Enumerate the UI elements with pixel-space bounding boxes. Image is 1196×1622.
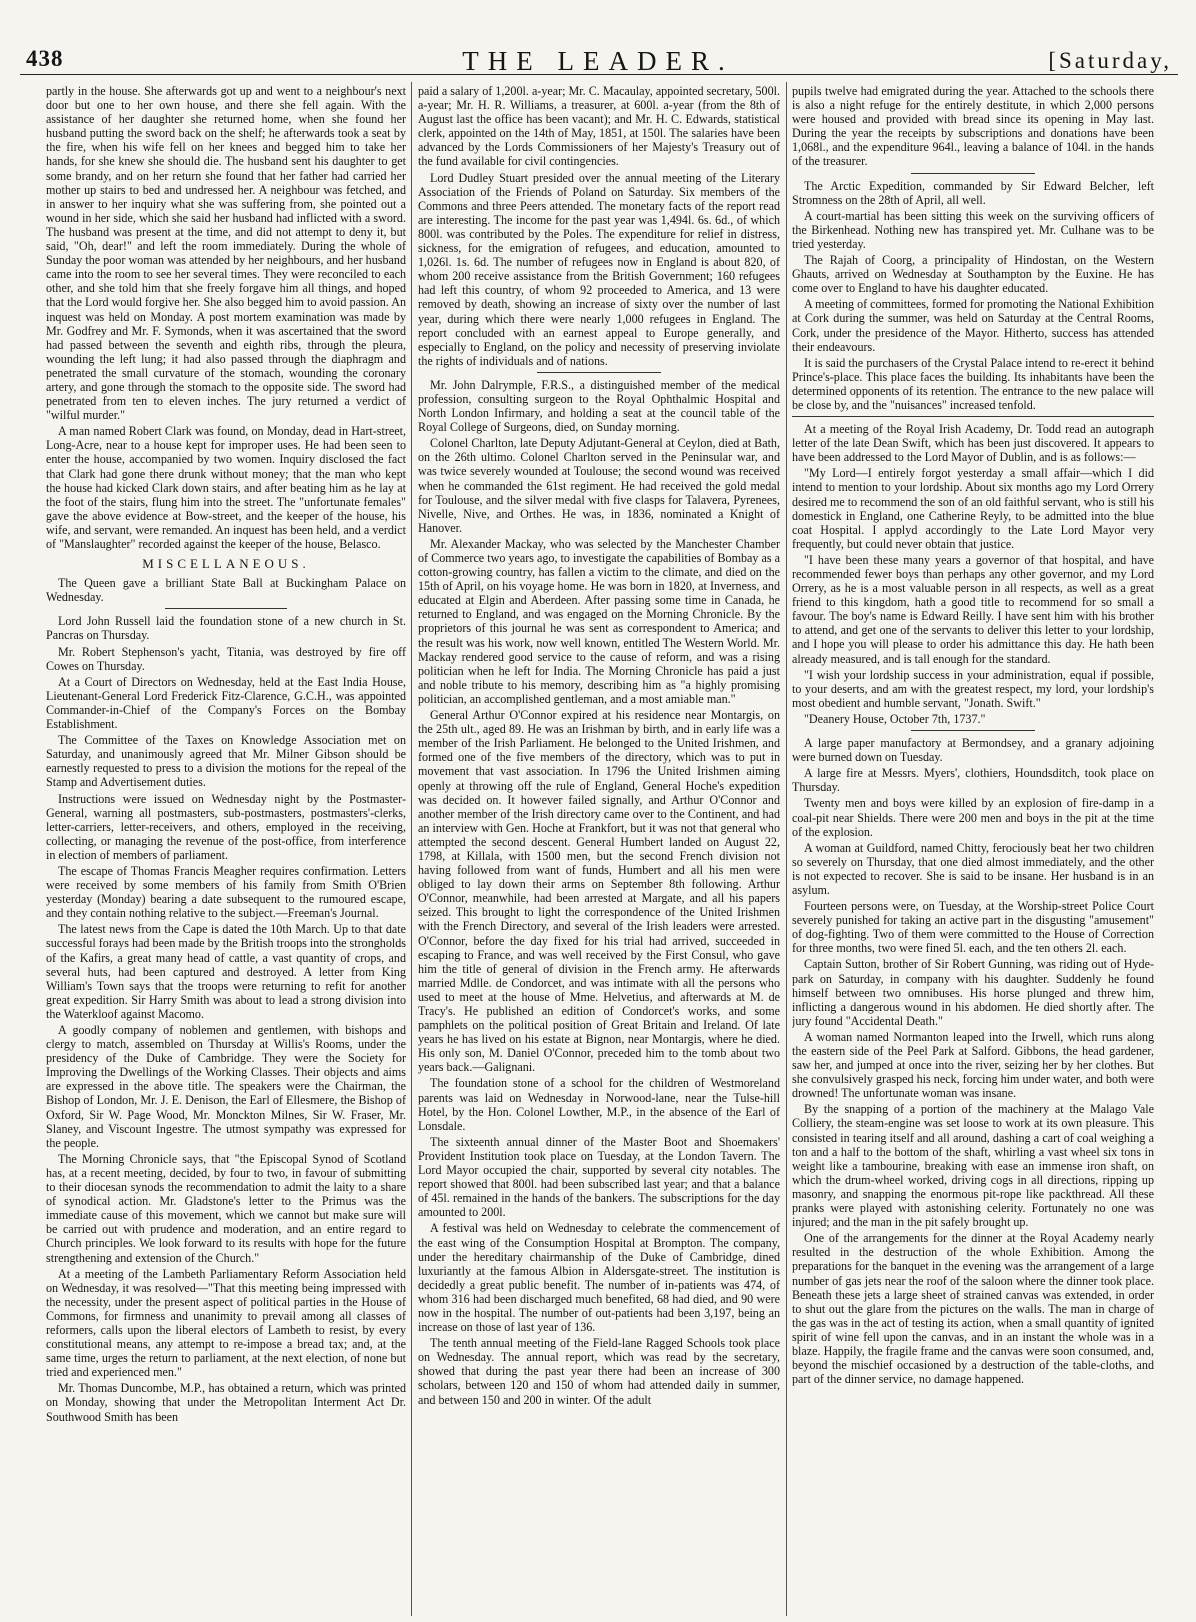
news-item: Fourteen persons were, on Tuesday, at the Worship-street Police Court severely punished for taking an active part in the disgusting "amusement" of dog-fighting. Two of them were committed to the House of Correction for three months, two were fined 5l. each, and the ten others 2l. each. [792,899,1154,956]
news-item: It is said the purchasers of the Crystal Palace intend to re-erect it behind Prince's-place. This place faces the building. Its inhabitants have been the determined opponents of its retention. The entrance to the new palace will be close by, and the "nuisances" increased tenfold. [792,355,1154,412]
news-item: Mr. John Dalrymple, F.R.S., a distinguished member of the medical profession, consulting surgeon to the Royal Ophthalmic Hospital and North London Infirmary, and holding a seat at the council table of the Royal College of Surgeons, died, on Sunday morning. [418,377,780,435]
news-item: General Arthur O'Connor expired at his residence near Montargis, on the 25th ult., aged 89. He was an Irishman by birth, and in early life was a member of the Irish Parliament. He belonged to the United Irishmen, and formed one of the five members of the directory, which was to put in movement that vast association. In 1796 the United Irishmen aiming openly at throwing off the rule of England, General Hoche's expedition was decided on. It however failed signally, and Arthur O'Connor and another member of the Irish directory came over to the Continent, and had an interview with Gen. Hoche at Frankfort, but it was not that general who attempted the second descent. General Humbert landed on August 22, 1798, at Killala, with 1500 men, but the second French division not having followed from want of funds, Humbert and all his men were obliged to lay down their arms on September 8th following. Arthur O'Connor, meanwhile, had been arrested at Margate, and all his papers seized. This brought to light the correspondence of the United Irishmen with the French Directory, and several of the Irish leaders were arrested. O'Connor, before the day fixed for his trial had arrived, succeeded in escaping to France, and was well received by the First Consul, who gave him the title of general of division in the French army. He afterwards married Mdlle. de Condorcet, and was intimate with all the persons who used to meet at the house of Mme. Helvetius, and afterwards at M. de Tracy's. He published an edition of Condorcet's works, and some pamphlets on the political position of Great Britain and Ireland. Of late years he has lived on his estate at Bignon, near Montargis, where he died. His only son, M. Daniel O'Connor, preceded him to the tomb about two years back.—Galignani. [418,708,780,1075]
page-number: 438 [26,46,64,71]
news-item: A woman named Normanton leaped into the Irwell, which runs along the eastern side of the Peel Park at Salford. Gibbons, the head gardener, saw her, and jumped at once into the river, seizing her by her clothes. But she convulsively grasped his neck, forcing him under water, and both were drowned! The unfortunate woman was insane. [792,1029,1154,1101]
column-divider [411,82,412,1616]
letter-paragraph: "I wish your lordship success in your administration, equal if possible, to your deserts, and am with the greatest respect, my lord, your lordship's most obedient and humble servant, "Jonath. Swift." [792,667,1154,710]
masthead [20,46,1176,74]
item-separator [911,173,1034,174]
news-item: paid a salary of 1,200l. a-year; Mr. C. Macaulay, appointed secretary, 500l. a-year; Mr. H. R. Williams, a treasurer, at 600l. a-year (from the 8th of August last the office has been vacant); and Mr. H. C. Edwards, statistical clerk, appointed on the 14th of May, 1851, at 150l. The salaries have been advanced by the Lords Commissioners of her Majesty's Treasury out of the fund available for civil contingencies. [418,84,780,169]
news-item: A festival was held on Wednesday to celebrate the commencement of the east wing of the Consumption Hospital at Brompton. The company, under the hereditary chairmanship of the Duke of Cambridge, dined luxuriantly at the famous Albion in Aldersgate-street. The institution is decidedly a great public benefit. The number of in-patients was 474, of whom 316 had been discharged much benefited, 68 had died, and 90 were now in the hospital. The number of out-patients had been 3,197, being an increase on those of last year of 136. [418,1221,780,1335]
news-item: pupils twelve had emigrated during the year. Attached to the schools there is also a night refuge for the entirely destitute, in which 2,000 persons were housed and provided with bread since its opening in May last. During the year the receipts by subscriptions and donations have been 1,068l., and the expenditure 964l., leaving a balance of 104l. in the hands of the treasurer. [792,84,1154,169]
news-item: Instructions were issued on Wednesday night by the Postmaster-General, warning all postmasters, sub-postmasters, postmasters'-clerks, letter-carriers, letter-receivers, and others, employed in the receiving, collecting, or managing the revenue of the post-office, from interference in election of members of parliament. [46,791,406,862]
news-item: The latest news from the Cape is dated the 10th March. Up to that date successful forays had been made by the British troops into the strongholds of the Kafirs, a great many head of cattle, a vast quantity of crops, and several huts, had been captured and destroyed. A letter from King William's Town says that the troops were returning to refit for another great expedition. Sir Harry Smith was about to lead a strong division into the Waterkloof against Macomo. [46,922,406,1021]
item-separator [792,416,1154,417]
section-heading-miscellaneous: MISCELLANEOUS. [142,556,310,572]
news-item: A large paper manufactory at Bermondsey, and a granary adjoining were burned down on Tuesday. [792,736,1154,765]
article-paragraph: A man named Robert Clark was found, on Monday, dead in Hart-street, Long-Acre, near to a house kept for improper uses. He had been seen to enter the house, accompanied by two women. Inquiry disclosed the fact that Clark had gone there drunk without money; that the man who kept the house had kicked Clark down stairs, and after beating him as he lay at the foot of the stairs, flung him into the street. The "unfortunate females" gave the above evidence at Bow-street, and the keeper of the house, his wife, and servant, were remanded. An inquest has been held, and a verdict of "Manslaughter" recorded against the keeper of the house, Belasco. [46,424,406,551]
news-item: The Arctic Expedition, commanded by Sir Edward Belcher, left Stromness on the 28th of April, all well. [792,178,1154,207]
news-item: A court-martial has been sitting this week on the surviving officers of the Birkenhead. Nothing new has transpired yet. Mr. Culhane was to be tried yesterday. [792,208,1154,251]
letter-paragraph: "My Lord—I entirely forgot yesterday a small affair—which I did intend to mention to your lordship. About six months ago my Lord Orrery desired me to recommend the son of an old faithful servant, who is still his domestick in England, one Catherine Reyly, to be admitted into the blue coat Hospital. I applyd accordingly to the Late Lord Mayor very frequently, but could never obtain that justice. [792,466,1154,551]
news-item: The sixteenth annual dinner of the Master Boot and Shoemakers' Provident Institution took place on Tuesday, at the London Tavern. The Lord Mayor occupied the chair, supported by several city notables. The report showed that 800l. had been subscribed last year; and that a balance of 45l. remained in the hands of the bankers. The subscriptions for the day amounted to 200l. [418,1134,780,1220]
item-separator [165,608,287,609]
column-3 [792,84,1154,1614]
news-item: The Morning Chronicle says, that "the Episcopal Synod of Scotland has, at a recent meeting, decided, by four to two, in favour of submitting to their diocesan synods the recommendation to admit the laity to a share of synodical action. Mr. Gladstone's letter to the Primus was the immediate cause of this movement, which we cannot but make sure will be carried out with prudence and moderation, and an entire regard to Church principles. We look forward to its results with hope for the future strengthening and extension of the Church." [46,1151,406,1265]
news-item: The Queen gave a brilliant State Ball at Buckingham Palace on Wednesday. [46,576,406,605]
news-item: Lord John Russell laid the foundation stone of a new church in St. Pancras on Thursday. [46,614,406,643]
news-item: At a meeting of the Royal Irish Academy, Dr. Todd read an autograph letter of the late Dean Swift, which has been just discovered. It appears to have been addressed to the Lord Mayor of Dublin, and is as follows:— [792,422,1154,465]
news-item: Lord Dudley Stuart presided over the annual meeting of the Literary Association of the Friends of Poland on Saturday. Six members of the Commons and three Peers attended. The monetary facts of the report read are interesting. The income for the past year was 1,494l. 6s. 6d., of which 800l. was contributed by the Poles. The expenditure for relief in distress, sickness, for the emigration of refugees, and education, amounted to 1,026l. 1s. 6d. The number of refugees now in England is about 820, of whom 200 receive assistance from the British Government; 160 refugees had left this country, of whom 92 proceeded to America, and 13 were removed by death, showing an increase of sixty over the number of last year, during which there were nearly 1,000 refugees in England. The report concluded with an earnest appeal to Europe generally, and especially to England, on the policy and necessity of preserving inviolate the rights of individuals and of nations. [418,170,780,368]
item-separator [911,730,1034,731]
news-item: A goodly company of noblemen and gentlemen, with bishops and clergy to match, assembled on Thursday at Willis's Rooms, under the presidency of the Duke of Cambridge. They were the Society for Improving the Dwellings of the Working Classes. Their objects and aims are expressed in the above title. The speakers were the Chairman, the Bishop of London, Mr. J. E. Denison, the Earl of Ellesmere, the Bishop of Oxford, Sir W. Page Wood, Mr. Monckton Milnes, Sir W. Fraser, Mr. Slaney, and Viscount Ingestre. The utmost sympathy was expressed for the people. [46,1023,406,1150]
letter-paragraph: "I have been these many years a governor of that hospital, and have recommended fewer boys than perhaps any other governor, and my Lord Orrery, as he is a most valuable person in all respects, as well as a great friend to this kingdom, hath a good title to recommend for so small a favour. The boy's name is Edward Reilly. I have sent him with his brother to attend, and get one of the servants to deliver this letter to your lordship, and I hope you will please to order his admittance this day. He hath been already measured, and is tall enough for the standard. [792,552,1154,666]
news-item: A large fire at Messrs. Myers', clothiers, Houndsditch, took place on Thursday. [792,766,1154,795]
column-1 [46,84,406,1614]
news-item: The Rajah of Coorg, a principality of Hindostan, on the Western Ghauts, arrived on Wednesday at Southampton by the Euxine. He has come over to England to have his daughter educated. [792,253,1154,296]
news-item: The escape of Thomas Francis Meagher requires confirmation. Letters were received by some members of his family from Smith O'Brien yesterday (Monday) bearing a date subsequent to the rumoured escape, and they contain nothing relative to the subject.—Freeman's Journal. [46,863,406,921]
news-item: Captain Sutton, brother of Sir Robert Gunning, was riding out of Hyde-park on Saturday, in company with his daughter. Suddenly he found himself between two omnibuses. His horse plunged and threw him, inflicting a dangerous wound in his abdomen. He died shortly after. The jury found "Accidental Death." [792,957,1154,1028]
news-item: Twenty men and boys were killed by an explosion of fire-damp in a coal-pit near Shields. There were 200 men and boys in the pit at the time of the explosion. [792,796,1154,839]
news-item: At a meeting of the Lambeth Parliamentary Reform Association held on Wednesday, it was resolved—"That this meeting being impressed with the necessity, under the present aspect of political parties in the House of Commons, for firmness and unanimity to prevail among all classes of reformers, calls upon the liberal electors of Lambeth to resist, by every constitutional means, any attempt to re-impose a bread tax; and, at the same time, urges the return to parliament, at the next election, of none but tried and experienced men." [46,1266,406,1380]
news-item: Colonel Charlton, late Deputy Adjutant-General at Ceylon, died at Bath, on the 26th ultimo. Colonel Charlton served in the Peninsular war, and was twice severely wounded at Toulouse; the second wound was received when he commanded the 61st regiment. He had received the gold medal for Toulouse, and the silver medal with five clasps for Talavera, Pyrenees, Nivelle, Nive, and Orthes. He was, in 1836, nominated a Knight of Hanover. [418,436,780,535]
news-item: Mr. Robert Stephenson's yacht, Titania, was destroyed by fire off Cowes on Thursday. [46,644,406,673]
news-item: The foundation stone of a school for the children of Westmoreland parents was laid on Wednesday in Norwood-lane, near the Tulse-hill Hotel, by the Hon. Colonel Lowther, M.P., in the absence of the Earl of Lonsdale. [418,1076,780,1133]
column-2 [418,84,780,1614]
item-separator [537,372,660,373]
news-item: At a Court of Directors on Wednesday, held at the East India House, Lieutenant-General Lord Frederick Fitz-Clarence, G.C.H., was appointed Commander-in-Chief of the Company's Forces on the Bombay Establishment. [46,674,406,732]
news-item: The tenth annual meeting of the Field-lane Ragged Schools took place on Wednesday. The annual report, which was read by the secretary, showed that during the past year there had been an increase of 300 scholars, between 120 and 150 of whom had attended daily in summer, and between 150 and 200 in winter. Of the adult [418,1336,780,1407]
news-item: Mr. Alexander Mackay, who was selected by the Manchester Chamber of Commerce two years ago, to investigate the capabilities of Bombay as a cotton-growing country, has fallen a victim to the climate, and died on the 15th of April, on his voyage home. He was born in 1820, at Inverness, and educated at Elgin and Aberdeen. After passing some time in Canada, he returned to England, and was engaged on the Morning Chronicle. By the proprietors of this journal he was sent as correspondent to America; and the result was his work, now well known, entitled The Western World. Mr. Mackay rendered good service to the cause of reform, and was a rising politician when he left for India. The Morning Chronicle has paid a just and noble tribute to his memory, describing him as "a highly promising politician, an accomplished gentleman, and a most amiable man." [418,536,780,706]
news-item: One of the arrangements for the dinner at the Royal Academy nearly resulted in the destruction of the whole Exhibition. Among the preparations for the banquet in the evening was the arrangement of a large number of gas jets near the roof of the saloon where the dinner took place. Beneath these jets a large sheet of strained canvas was extended, in order to shut out the glare from the pictures on the walls. The man in charge of the gas was in the act of testing its action, when a small quantity of ignited spirit of wine fell upon the canvas, and in an instant the whole was in a blaze. Happily, the fragile frame and the canvas were soon consumed, and, beyond the mischief occasioned by a destruction of the table-cloths, and part of the dinner service, no damage happened. [792,1231,1154,1387]
newspaper-title: THE LEADER. [462,46,734,76]
column-divider [786,82,787,1616]
letter-dateline: "Deanery House, October 7th, 1737." [804,711,986,726]
header-rule [20,74,1178,75]
news-item: A meeting of committees, formed for promoting the National Exhibition at Cork during the summer, was held on Saturday at the Central Rooms, Cork, under the presidence of the Mayor. Hitherto, success has attended their endeavours. [792,297,1154,354]
news-item: The Committee of the Taxes on Knowledge Association met on Saturday, and unanimously agreed that Mr. Milner Gibson should be earnestly requested to press to a division the motions for the repeal of the Stamp and Advertisement duties. [46,733,406,790]
news-item: A woman at Guildford, named Chitty, ferociously beat her two children so severely on Thursday, that one died almost immediately, and the other is not expected to recover. She is said to be insane. Her husband is in an asylum. [792,840,1154,897]
dateline-day: [Saturday, [1048,48,1172,73]
news-item: By the snapping of a portion of the machinery at the Malago Vale Colliery, the steam-engine was set loose to work at its own pleasure. This consisted in tearing itself and all around, dashing a cart of coal weighing a ton and a half to the bottom of the shaft, whirling a vast wheel six tons in weight like a tambourine, breaking with ease an immense iron shaft, on which the drum-wheel worked, driving cogs in all directions, ripping up masonry, and snapping the enormous pit-rope like packthread. All these pranks were played with astonishing celerity. Fortunately no one was injured; and the man in the pit safely brought up. [792,1102,1154,1230]
article-paragraph: partly in the house. She afterwards got up and went to a neighbour's next door but one to her own house, and there she fell again. With the assistance of her daughter she returned home, when she found her husband putting the sword back on the shelf; he afterwards took a seat by the fire, when his wife fell on her knees and begged him to take her hands, for she knew she should die. The husband sent his daughter to get some brandy, and on her return she found that her father had carried her mother up stairs to bed and undressed her. A neighbour was fetched, and in answer to her inquiry what she was suffering from, she pointed out a wound in her side, which she said her husband had inflicted with a sword. The husband was present at the time, and did not attempt to deny it, but said, "Oh, dear!" and left the room immediately. During the whole of Sunday the poor woman was attended by her neighbours, and her husband came into the room to see her several times. They were reconciled to each other, and she told him that she freely forgave him all things, and hoped that the Lord would forgive her. She also begged him to avoid passion. An inquest was held on Monday. A post mortem examination was made by Mr. Godfrey and Mr. F. Symonds, when it was ascertained that the sword had passed between the seventh and eighth ribs, through the pleura, wounding the left lung; it had also passed through the diaphragm and penetrated the small curvature of the stomach, wounding the coronary artery, and gone through the stomach to the opposite side. The sword had penetrated from ten to eleven inches. The jury returned a verdict of "wilful murder." [46,84,406,423]
news-item: Mr. Thomas Duncombe, M.P., has obtained a return, which was printed on Monday, showing that under the Metropolitan Interment Act Dr. Southwood Smith has been [46,1381,406,1424]
